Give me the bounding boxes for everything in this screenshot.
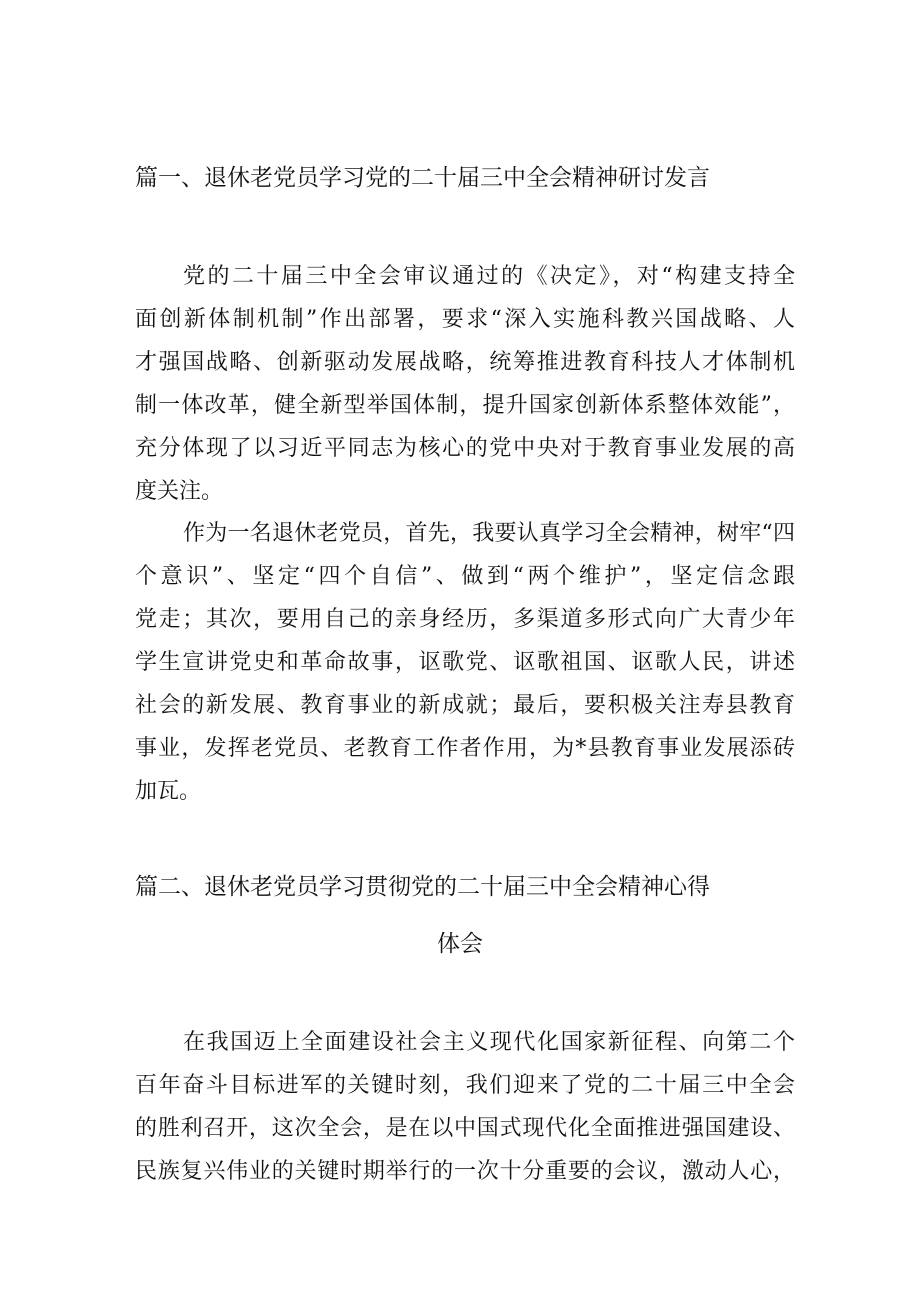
section1-title: 篇一、退休老党员学习党的二十届三中全会精神研讨发言 — [135, 165, 710, 191]
paragraph-line: 充分体现了以习近平同志为核心的党中央对于教育事业发展的高 — [135, 436, 795, 461]
paragraph-line: 党的二十届三中全会审议通过的《决定》，对“构建支持全 — [183, 264, 795, 289]
paragraph-line: 民族复兴伟业的关键时期举行的一次十分重要的会议，激动人心， — [135, 1159, 795, 1184]
paragraph-line: 学生宣讲党史和革命故事，讴歌党、讴歌祖国、讴歌人民，讲述 — [135, 650, 795, 675]
paragraph-line: 社会的新发展、教育事业的新成就；最后，要积极关注寿县教育 — [135, 693, 795, 718]
section2-title-continued: 体会 — [437, 931, 483, 957]
paragraph-line: 的胜利召开，这次全会，是在以中国式现代化全面推进强国建设、 — [135, 1116, 795, 1141]
paragraph-line: 加瓦。 — [135, 779, 202, 804]
paragraph-line: 面创新体制机制”作出部署，要求“深入实施科教兴国战略、人 — [135, 307, 795, 332]
section2-title: 篇二、退休老党员学习贯彻党的二十届三中全会精神心得 — [135, 874, 710, 900]
paragraph-line: 个意识”、坚定“四个自信”、做到“两个维护”，坚定信念跟 — [135, 564, 795, 589]
paragraph-line: 才强国战略、创新驱动发展战略，统筹推进教育科技人才体制机 — [135, 350, 795, 375]
paragraph-line: 制一体改革，健全新型举国体制，提升国家创新体系整体效能”， — [135, 393, 795, 418]
paragraph-line: 事业，发挥老党员、老教育工作者作用，为*县教育事业发展添砖 — [135, 736, 795, 761]
paragraph-line: 党走；其次，要用自己的亲身经历，多渠道多形式向广大青少年 — [135, 607, 795, 632]
paragraph-line: 在我国迈上全面建设社会主义现代化国家新征程、向第二个 — [183, 1030, 795, 1055]
paragraph-line: 百年奋斗目标进军的关键时刻，我们迎来了党的二十届三中全会 — [135, 1073, 795, 1098]
paragraph-line: 度关注。 — [135, 479, 224, 504]
paragraph-line: 作为一名退休老党员，首先，我要认真学习全会精神，树牢“四 — [183, 521, 795, 546]
